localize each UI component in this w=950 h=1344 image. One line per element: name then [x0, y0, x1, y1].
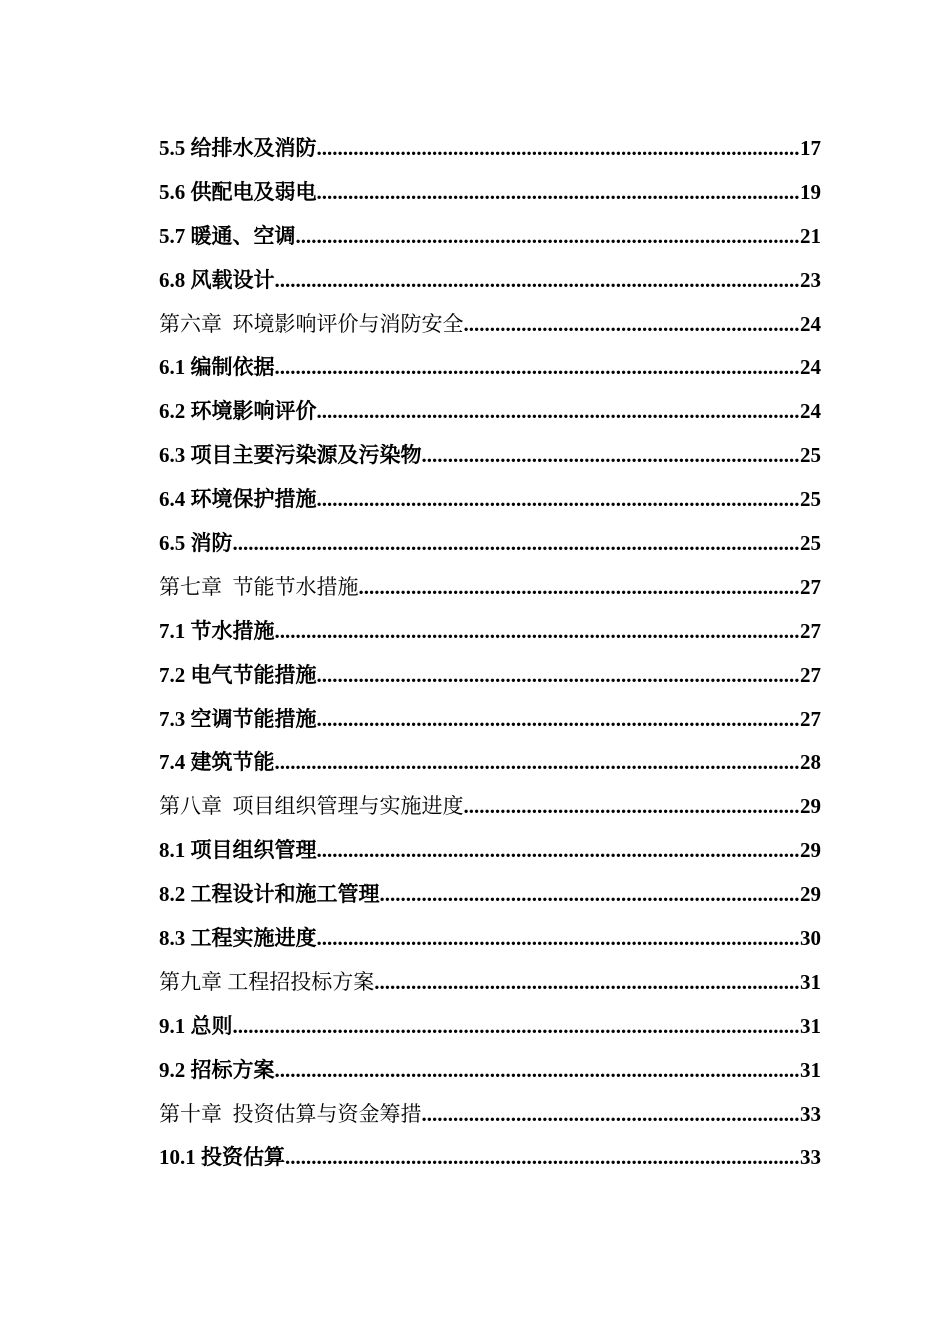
toc-entry-title: 6.8 风载设计	[159, 267, 275, 292]
toc-entry[interactable]	[159, 610, 821, 654]
toc-entry-title: 5.6 供配电及弱电	[159, 179, 317, 204]
toc-page-number: 19	[800, 179, 821, 204]
toc-entry[interactable]	[159, 171, 821, 215]
toc-page-number: 27	[800, 662, 821, 687]
toc-page-number: 29	[800, 838, 821, 863]
toc-page-number: 25	[800, 531, 821, 556]
toc-dot-leader	[317, 390, 801, 434]
toc-entry-title: 8.1 项目组织管理	[159, 838, 317, 863]
toc-entry-title: 7.1 节水措施	[159, 618, 275, 643]
toc-page-number: 31	[800, 1057, 821, 1082]
toc-page-number: 17	[800, 136, 821, 160]
toc-page-number: 33	[800, 1101, 821, 1126]
toc-entry[interactable]	[159, 1005, 821, 1049]
toc-entry-title: 7.3 空调节能措施	[159, 706, 317, 731]
toc-chapter-entry[interactable]	[159, 961, 821, 1005]
toc-entry-title: 9.2 招标方案	[159, 1057, 275, 1082]
toc-page-number: 27	[800, 706, 821, 731]
toc-page-number: 31	[800, 1013, 821, 1038]
toc-page-number: 25	[800, 487, 821, 512]
toc-dot-leader	[464, 303, 801, 347]
toc-entry-title: 6.4 环境保护措施	[159, 487, 317, 512]
toc-chapter-entry[interactable]	[159, 1093, 821, 1137]
toc-dot-leader	[285, 1136, 800, 1180]
toc-page-number: 33	[800, 1145, 821, 1170]
toc-chapter-title: 第八章 项目组织管理与实施进度	[159, 794, 464, 819]
toc-page-number: 30	[800, 926, 821, 951]
toc-chapter-title: 第七章 节能节水措施	[159, 574, 359, 599]
toc-entry[interactable]	[159, 654, 821, 698]
toc-entry-title: 6.1 编制依据	[159, 355, 275, 380]
toc-chapter-title: 第六章 环境影响评价与消防安全	[159, 311, 464, 336]
toc-page-number: 21	[800, 223, 821, 248]
toc-dot-leader	[317, 127, 801, 171]
toc-chapter-title: 第十章 投资估算与资金筹措	[159, 1101, 422, 1126]
toc-entry[interactable]	[159, 1136, 821, 1180]
toc-dot-leader	[317, 171, 801, 215]
toc-page-number: 24	[800, 311, 821, 336]
toc-dot-leader	[317, 917, 801, 961]
toc-page-number: 27	[800, 574, 821, 599]
toc-dot-leader	[296, 215, 801, 259]
toc-entry-title: 9.1 总则	[159, 1013, 233, 1038]
toc-entry[interactable]	[159, 390, 821, 434]
toc-dot-leader	[422, 434, 801, 478]
toc-entry-title: 7.2 电气节能措施	[159, 662, 317, 687]
toc-entry-title: 5.7 暖通、空调	[159, 223, 296, 248]
toc-entry[interactable]	[159, 434, 821, 478]
toc-entry[interactable]	[159, 829, 821, 873]
toc-entry[interactable]	[159, 873, 821, 917]
toc-dot-leader	[275, 610, 801, 654]
toc-entry-title: 8.3 工程实施进度	[159, 926, 317, 951]
toc-page-number: 28	[800, 750, 821, 775]
toc-dot-leader	[380, 873, 801, 917]
toc-dot-leader	[233, 522, 801, 566]
toc-entry[interactable]	[159, 215, 821, 259]
toc-page-number: 31	[800, 969, 821, 994]
toc-entry[interactable]	[159, 127, 821, 171]
toc-dot-leader	[275, 346, 801, 390]
toc-dot-leader	[275, 259, 801, 303]
toc-dot-leader	[374, 961, 800, 1005]
toc-chapter-entry[interactable]	[159, 785, 821, 829]
toc-dot-leader	[422, 1093, 801, 1137]
toc-entry-title: 10.1 投资估算	[159, 1145, 285, 1170]
toc-dot-leader	[317, 478, 801, 522]
toc-chapter-entry[interactable]	[159, 303, 821, 347]
toc-dot-leader	[317, 654, 801, 698]
toc-dot-leader	[275, 741, 801, 785]
toc-entry[interactable]	[159, 1049, 821, 1093]
toc-page-number: 29	[800, 882, 821, 907]
toc-entry[interactable]	[159, 259, 821, 303]
table-of-contents	[159, 127, 821, 1180]
toc-chapter-title: 第九章 工程招投标方案	[159, 969, 375, 994]
toc-entry-title: 6.3 项目主要污染源及污染物	[159, 443, 422, 468]
toc-entry-title: 8.2 工程设计和施工管理	[159, 882, 380, 907]
toc-page-number: 24	[800, 355, 821, 380]
toc-page-number: 25	[800, 443, 821, 468]
toc-entry-title: 7.4 建筑节能	[159, 750, 275, 775]
toc-dot-leader	[359, 566, 801, 610]
toc-entry[interactable]	[159, 346, 821, 390]
toc-page-number: 27	[800, 618, 821, 643]
toc-page-number: 29	[800, 794, 821, 819]
toc-entry[interactable]	[159, 698, 821, 742]
toc-entry[interactable]	[159, 522, 821, 566]
toc-page-number: 24	[800, 399, 821, 424]
toc-chapter-entry[interactable]	[159, 566, 821, 610]
toc-dot-leader	[233, 1005, 801, 1049]
toc-dot-leader	[275, 1049, 801, 1093]
toc-entry[interactable]	[159, 741, 821, 785]
toc-entry-title: 6.2 环境影响评价	[159, 399, 317, 424]
toc-dot-leader	[317, 829, 801, 873]
toc-dot-leader	[464, 785, 801, 829]
toc-entry-title: 6.5 消防	[159, 531, 233, 556]
toc-page-number: 23	[800, 267, 821, 292]
toc-entry[interactable]	[159, 917, 821, 961]
toc-dot-leader	[317, 698, 801, 742]
toc-entry[interactable]	[159, 478, 821, 522]
toc-entry-title: 5.5 给排水及消防	[159, 136, 317, 160]
